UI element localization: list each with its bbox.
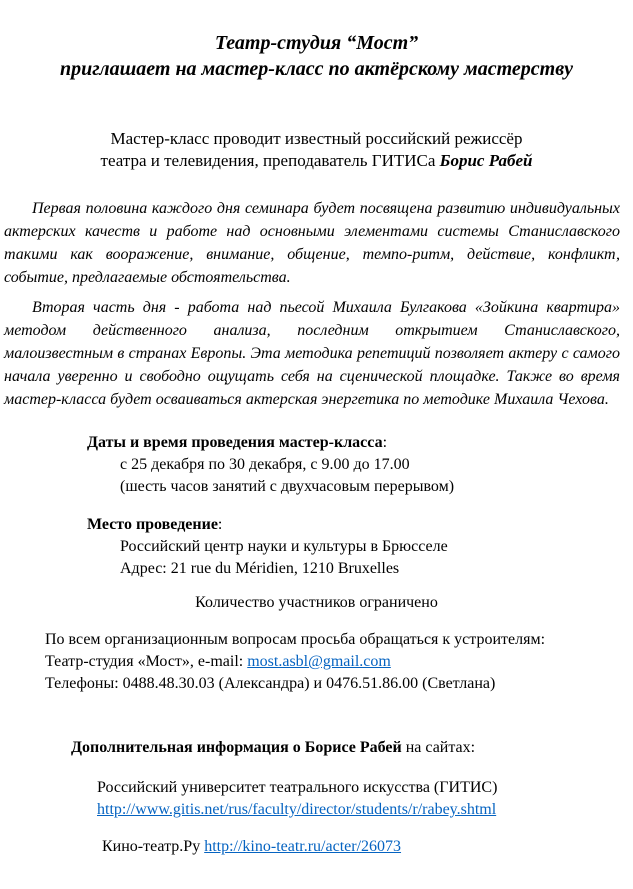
schedule-heading-text: Даты и время проведения мастер-класса [87, 434, 383, 451]
intro-line1: Мастер-класс проводит известный российский режиссёр [110, 129, 523, 148]
venue-heading-colon: : [217, 516, 223, 533]
more-info-heading [0, 737, 633, 759]
gitis-link[interactable]: http://www.gitis.net/rus/faculty/director/students/r/rabey.shtml [97, 801, 497, 818]
intro-line2 [0, 150, 633, 172]
document-title [0, 30, 633, 82]
paragraph-first-half-of-day: Первая половина каждого дня семинара будет посвящена развитию индивидуальных актерских качеств и работе над основными элементами системы Станиславского такими как вооражение, внимание, общение, темпо-ритм, действие, конфликт, событие, предлагаемые обстоятельства. [4, 200, 620, 286]
lecturer-name: Борис Рабей [439, 151, 533, 170]
kino-teatr-link[interactable]: http://kino-teatr.ru/acter/26073 [204, 838, 402, 855]
schedule-note: (шесть часов занятий с двухчасовым перерывом) [120, 478, 455, 495]
contacts-org-line [45, 651, 633, 673]
contacts-phones: Телефоны: 0488.48.30.03 (Александра) и 0476.51.86.00 (Светлана) [45, 675, 496, 692]
venue-address: Адрес: 21 rue du Méridien, 1210 Bruxelles [120, 560, 400, 577]
gitis-site-name: Российский университет театрального искусства (ГИТИС) [97, 779, 498, 796]
schedule-section [0, 432, 633, 498]
intro-block [0, 128, 633, 172]
intro-line2-prefix: театра и телевидения, преподаватель ГИТИСа [100, 151, 440, 170]
participants-note: Количество участников ограничено [195, 594, 438, 611]
document-title-line1: Театр-студия “Мост” [214, 32, 419, 54]
schedule-heading-colon: : [382, 434, 388, 451]
kino-teatr-label: Кино-театр.Ру [102, 838, 205, 855]
gitis-link-row [0, 799, 633, 821]
schedule-dates: с 25 декабря по 30 декабря, с 9.00 до 17.00 [120, 456, 410, 473]
more-info-heading-rest: на сайтах: [401, 739, 476, 756]
venue-section [0, 514, 633, 580]
contacts-intro: По всем организационным вопросам просьба обращаться к устроителям: [45, 631, 546, 648]
venue-name: Российский центр науки и культуры в Брюсселе [120, 538, 448, 555]
contacts-org-prefix: Театр-студия «Мост», e-mail: [45, 653, 248, 670]
document-title-line2: приглашает на мастер-класс по актёрскому мастерству [59, 58, 574, 80]
contacts-section [0, 629, 633, 695]
venue-heading-text: Место проведение [87, 516, 218, 533]
kino-teatr-row [0, 836, 633, 858]
venue-heading [87, 514, 633, 536]
schedule-heading [87, 432, 633, 454]
paragraph-second-half-of-day: Вторая часть дня - работа над пьесой Михаила Булгакова «Зойкина квартира» методом действенного анализа, последним открытием Станиславского, малоизвестным в странах Европы. Эта методика репетиций позволяет актеру с самого начала уверенно и свободно ощущать себя на сценической площадке. Также во время мастер-класса будет осваиваться актерская энергетика по методике Михаила Чехова. [4, 299, 620, 408]
more-info-heading-bold: Дополнительная информация о Борисе Рабей [71, 739, 402, 756]
email-link[interactable]: most.asbl@gmail.com [247, 653, 391, 670]
